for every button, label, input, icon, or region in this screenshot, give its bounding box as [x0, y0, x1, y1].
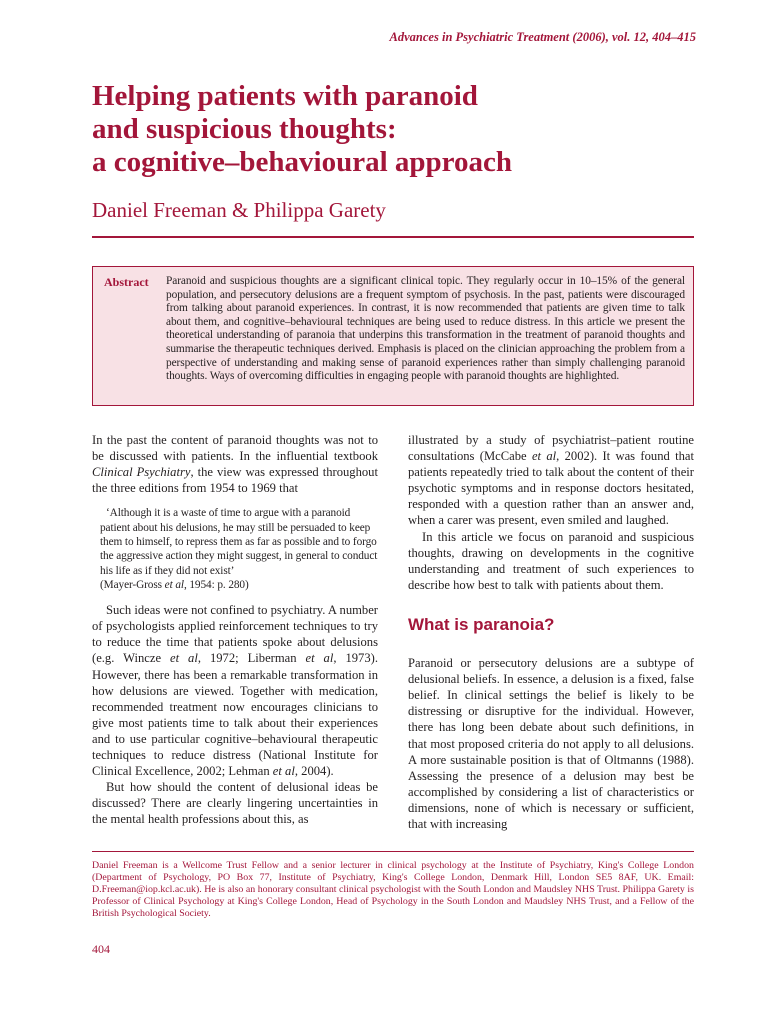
footnote-divider	[92, 851, 694, 852]
section-heading: What is paranoia?	[408, 614, 555, 634]
title-line: Helping patients with paranoid	[92, 80, 478, 112]
et-al: et al	[305, 651, 334, 666]
body-paragraph: In this article we focus on paranoid and suspicious thoughts, drawing on developments in the cognitive understanding and treatment of such experiences to describe how best to talk with patients about them.	[408, 529, 694, 592]
body-column-left	[92, 432, 378, 827]
et-al: et al	[272, 764, 295, 779]
text-run: , 2002). It was found that patients repeatedly tried to talk about the content of their psychotic symptoms and in response doctors hesitated, responded with a question rather than an answer and, when a carer was present, even smiled and laughed.	[408, 449, 694, 528]
abstract-label: Abstract	[104, 275, 149, 289]
quote-citation: (Mayer-Gross	[100, 578, 165, 591]
text-run: illustrated by a study of psychiatrist–patient routine consultations (McCabe	[408, 433, 694, 464]
body-column-right	[408, 432, 694, 832]
journal-reference: Advances in Psychiatric Treatment (2006), vol. 12, 404–415	[389, 30, 696, 44]
abstract-box	[92, 266, 694, 406]
text-run: , the view was expressed throughout the three editions from 1954 to 1969 that	[92, 465, 378, 496]
quote-citation: , 1954: p. 280)	[183, 578, 249, 591]
book-title: Clinical Psychiatry	[92, 465, 191, 480]
text-run: , 2004).	[294, 764, 334, 779]
text-run: In the past the content of paranoid thoughts was not to be discussed with patients. In the influential textbook	[92, 433, 378, 464]
body-paragraph	[408, 432, 694, 529]
et-al: et al	[164, 578, 184, 591]
et-al: et al	[170, 651, 198, 666]
title-line: a cognitive–behavioural approach	[92, 146, 512, 178]
text-run: , 1973). However, there has been a remarkable transformation in how delusions are viewed. Together with medication, recommended treatment now encourages clinicians to give most patients time to talk about their experiences and to use particular cognitive–behavioural therapeutic techniques to reduce distress (National Institute for Clinical Excellence, 2002; Lehman	[92, 651, 378, 779]
title-line: and suspicious thoughts:	[92, 113, 397, 145]
author-footnote: Daniel Freeman is a Wellcome Trust Fellow and a senior lecturer in clinical psychology at the Institute of Psychiatry, King's College London (Department of Psychology, PO Box 77, Institute of Psychiatry, King's College London, Denmark Hill, London SE5 8AF, UK. Email: D.Freeman@iop.kcl.ac.uk). He is also an honorary consultant clinical psychologist with the South London and Maudsley NHS Trust. Philippa Garety is Professor of Clinical Psychology at King's College London, Head of Psychology in the South London and Maudsley NHS Trust, and a Fellow of the British Psychological Society.	[92, 860, 694, 919]
body-paragraph: Paranoid or persecutory delusions are a subtype of delusional beliefs. In essence, a delusion is a fixed, false belief. In clinical settings the belief is likely to be distressing or disruptive for the individual. However, there has long been debate about such definitions, in that most proposed criteria do not apply to all delusions. A more sustainable position is that of Oltmanns (1988). Assessing the presence of a delusion may best be accomplished by considering a list of characteristics or dimensions, none of which is necessary or sufficient, that with increasing	[408, 656, 694, 831]
quote-text: ‘Although it is a waste of time to argue with a paranoid patient about his delusions, he may still be persuaded to keep them to himself, to repress them as far as possible and to forgo the aggressive action they might suggest, in general to conduct his life as if they did not exist’	[100, 507, 378, 577]
block-quote	[100, 506, 378, 592]
body-paragraph: But how should the content of delusional ideas be discussed? There are clearly lingering uncertainties in the mental health professions about this, as	[92, 780, 378, 827]
abstract-text: Paranoid and suspicious thoughts are a significant clinical topic. They regularly occur in 10–15% of the general population, and persecutory delusions are a frequent symptom of psychosis. In the past, patients were discouraged from talking about paranoid experiences. In contrast, it is now recommended that patients are given time to talk about them, and cognitive–behavioural techniques are being used to reduce distress. In this article we present the theoretical understanding of paranoia that underpins this transformation in the treatment of paranoid thoughts and summarise the therapeutic techniques derived. Emphasis is placed on the clinician approaching the problem from a perspective of understanding and making sense of paranoid experiences rather than simply challenging paranoid thoughts. Ways of overcoming difficulties in engaging people with paranoid thoughts are highlighted.	[166, 275, 685, 383]
title-divider	[92, 236, 694, 238]
text-run: Such ideas were not confined to psychiatry. A number of psychologists applied reinforcement techniques to try to reduce the time that patients spoke about delusions (e.g. Wincze	[92, 603, 378, 666]
body-paragraph	[92, 432, 378, 496]
page-number: 404	[92, 942, 110, 956]
text-run: , 1972; Liberman	[197, 651, 306, 666]
authors: Daniel Freeman & Philippa Garety	[92, 198, 386, 222]
body-paragraph	[92, 602, 378, 779]
et-al: et al	[531, 449, 557, 464]
article-title	[92, 80, 712, 179]
